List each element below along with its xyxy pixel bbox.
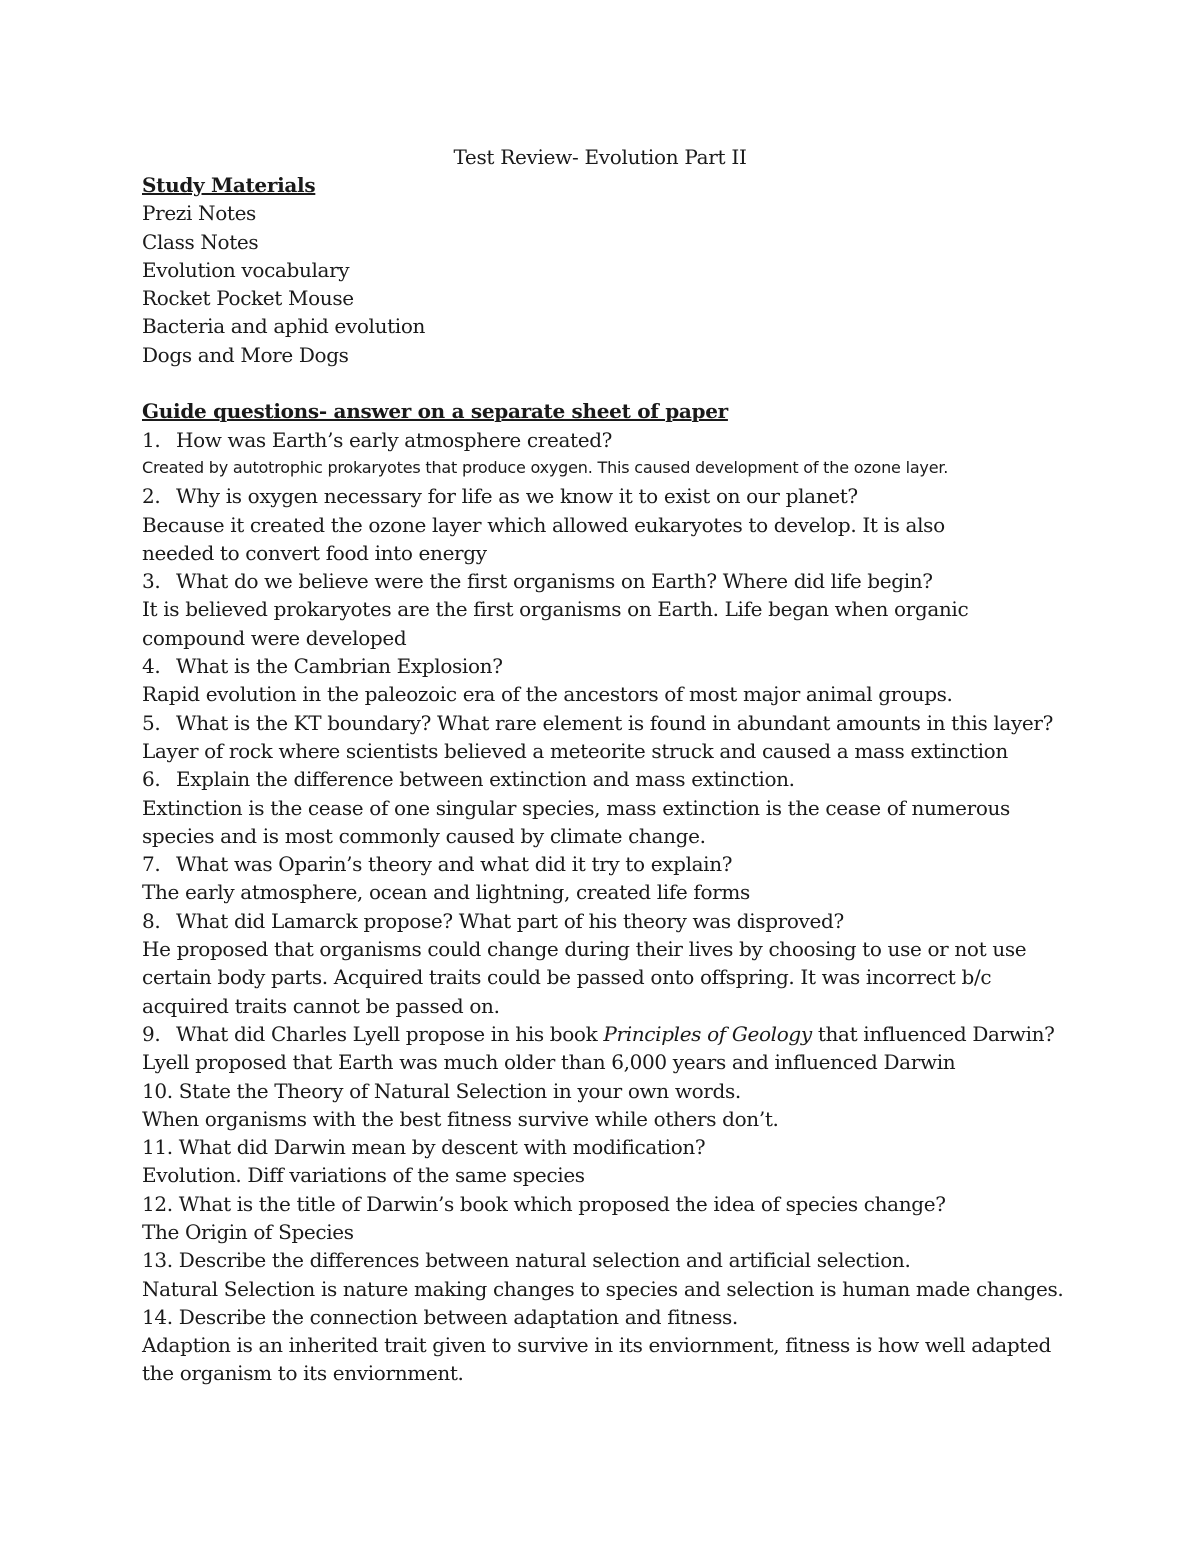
question-number: 1. [142,427,161,452]
question-text: What is the title of Darwin’s book which proposed the idea of species change? [178,1191,946,1216]
guide-questions-heading: Guide questions- answer on a separate sheet of paper [142,399,728,424]
question-text: State the Theory of Natural Selection in your own words. [178,1078,741,1103]
answer-text: Adaption is an inherited trait given to survive in its enviornment, fitness is how well adapted the organism to its enviornment. [142,1333,1051,1386]
document-title: Test Review- Evolution Part II [453,145,747,169]
question-number: 5. [142,710,161,735]
question-number: 2. [142,484,161,509]
study-item: Prezi Notes [142,201,256,226]
study-item: Class Notes [142,229,259,254]
question-number: 11. [142,1135,173,1160]
question [142,907,1062,935]
question-number: 12. [142,1191,173,1216]
question-number: 14. [142,1304,173,1329]
answer-text: Lyell proposed that Earth was much older than 6,000 years and influenced Darwin [142,1050,956,1075]
study-materials-heading: Study Materials [142,173,316,197]
answer-text: Because it created the ozone layer which allowed eukaryotes to develop. It is also needed to convert food into energy [142,512,945,565]
answer-text: It is believed prokaryotes are the first organisms on Earth. Life began when organic compound were developed [142,597,969,650]
question-text: Describe the differences between natural selection and artificial selection. [178,1248,911,1273]
question-number: 6. [142,767,161,792]
question [142,1133,1062,1161]
question [142,1077,1062,1105]
question [142,1303,1062,1331]
question-text: What did Charles Lyell propose in his book [176,1021,604,1046]
answer-text: Created by autotrophic prokaryotes that produce oxygen. This caused development of the ozone layer. [142,457,949,477]
spacer [142,369,1062,397]
question-text: What is the KT boundary? What rare element is found in abundant amounts in this layer? [176,710,1054,735]
question [142,1190,1062,1218]
question-number: 8. [142,908,161,933]
question [142,1020,1062,1048]
answer-text: The early atmosphere, ocean and lightning, created life forms [142,880,750,905]
study-item: Evolution vocabulary [142,257,350,282]
answer-text: Rapid evolution in the paleozoic era of the ancestors of most major animal groups. [142,682,953,707]
question [142,567,1062,595]
question-text: What did Darwin mean by descent with modification? [178,1135,706,1160]
question-number: 9. [142,1021,161,1046]
question [142,850,1062,878]
answer-text: He proposed that organisms could change during their lives by choosing to use or not use certain body parts. Acquired traits could be passed onto offspring. It was incorrect b/c acquired traits cannot be passed on. [142,937,1027,1018]
answer-text: Layer of rock where scientists believed a meteorite struck and caused a mass extinction [142,738,1008,763]
study-item: Rocket Pocket Mouse [142,286,354,311]
question-text: What is the Cambrian Explosion? [176,654,503,679]
question-text: What was Oparin’s theory and what did it try to explain? [176,852,733,877]
question [142,482,1062,510]
answer-text: When organisms with the best fitness survive while others don’t. [142,1106,779,1131]
answer-text: Extinction is the cease of one singular species, mass extinction is the cease of numerous species and is most commonly caused by climate change. [142,795,1010,848]
question-number: 4. [142,654,161,679]
question-number: 7. [142,852,161,877]
study-item: Dogs and More Dogs [142,342,349,367]
question [142,709,1062,737]
question-number: 13. [142,1248,173,1273]
question-text: Explain the difference between extinction and mass extinction. [176,767,795,792]
question [142,652,1062,680]
answer-text: Evolution. Diff variations of the same species [142,1163,585,1188]
question-text: that influenced Darwin? [811,1021,1055,1046]
answer-text: The Origin of Species [142,1219,354,1244]
question-text: Describe the connection between adaptation and fitness. [178,1304,738,1329]
document-page [142,143,1062,1388]
question-text: How was Earth’s early atmosphere created? [176,427,613,452]
question-text: Why is oxygen necessary for life as we know it to exist on our planet? [176,484,858,509]
question-text: What did Lamarck propose? What part of his theory was disproved? [176,908,844,933]
study-item: Bacteria and aphid evolution [142,314,426,339]
book-title: Principles of Geology [603,1021,812,1046]
question [142,765,1062,793]
answer-text: Natural Selection is nature making changes to species and selection is human made changes. [142,1276,1064,1301]
question-text: What do we believe were the first organisms on Earth? Where did life begin? [176,569,933,594]
question [142,426,1062,454]
question-number: 3. [142,569,161,594]
question [142,1246,1062,1274]
question-number: 10. [142,1078,173,1103]
